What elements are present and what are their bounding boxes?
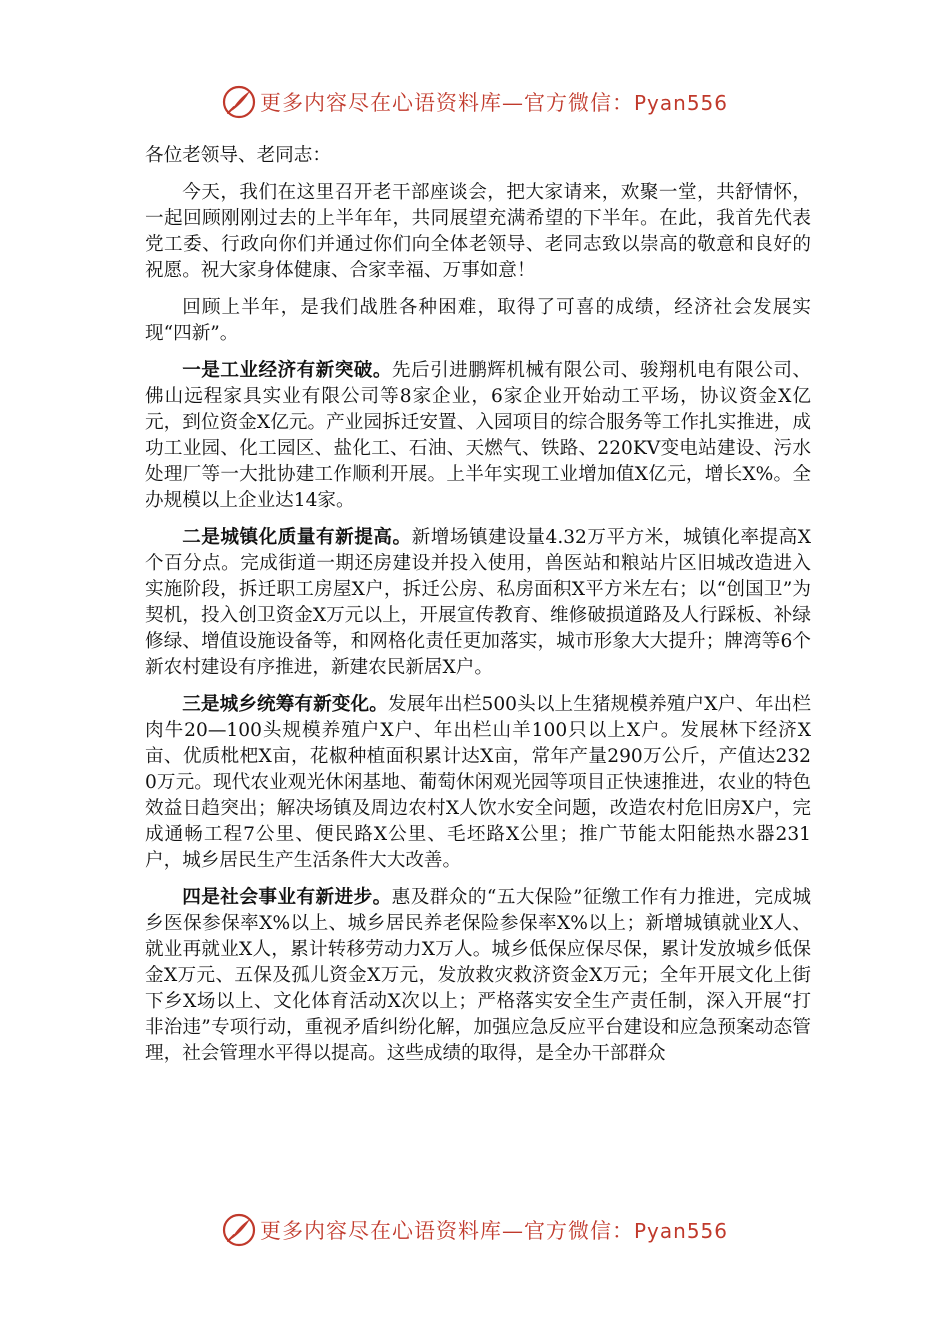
section-urban-rural	[145, 692, 811, 874]
section-social-body: 惠及群众的“五大保险”征缴工作有力推进，完成城乡医保参保率X%以上、城乡居民养老保险参保率X%以上；新增城镇就业X人、就业再就业X人，累计转移劳动力X万人。城乡低保应保尽保，累计发放城乡低保金X万元、五保及孤儿资金X万元，发放救灾救济资金X万元；全年开展文化上街下乡X场以上、文化体育活动X次以上；严格落实安全生产责任制，深入开展“打非治违”专项行动，重视矛盾纠纷化解，加强应急反应平台建设和应急预案动态管理，社会管理水平得以提高。这些成绩的取得，是全办干部群众	[145, 887, 811, 1064]
footer-banner	[0, 1208, 950, 1252]
section-social	[145, 885, 811, 1067]
quill-logo-icon	[222, 1213, 256, 1247]
section-industry	[145, 358, 811, 514]
section-urbanization-heading: 二是城镇化质量有新提高。	[182, 527, 412, 548]
quill-logo-icon	[222, 85, 256, 119]
section-urbanization-body: 新增场镇建设量4.32万平方米，城镇化率提高X个百分点。完成街道一期还房建设并投入使用，兽医站和粮站片区旧城改造进入实施阶段，拆迁职工房屋X户，拆迁公房、私房面积X平方米左右；以“创国卫”为契机，投入创卫资金X万元以上，开展宣传教育、维修破损道路及人行踩板、补绿修绿、增值设施设备等，和网格化责任更加落实，城市形象大大提升；牌湾等6个新农村建设有序推进，新建农民新居X户。	[145, 527, 811, 678]
section-urban-rural-heading: 三是城乡统筹有新变化。	[182, 694, 388, 715]
wechat-id: Pyan556	[633, 91, 728, 115]
paragraph-review: 回顾上半年，是我们战胜各种困难，取得了可喜的成绩，经济社会发展实现“四新”。	[145, 297, 811, 344]
section-urban-rural-body: 发展年出栏500头以上生猪规模养殖户X户、年出栏肉牛20—100头规模养殖户X户、年出栏山羊100只以上X户。发展林下经济X亩、优质枇杷X亩，花椒种植面积累计达X亩，常年产量290万公斤，产值达2320万元。现代农业观光休闲基地、葡萄休闲观光园等项目正快速推进，农业的特色效益日趋突出；解决场镇及周边农村X人饮水安全问题，改造农村危旧房X户，完成通畅工程7公里、便民路X公里、毛坯路X公里；推广节能太阳能热水器231户，城乡居民生产生活条件大大改善。	[145, 694, 811, 871]
header-banner	[0, 80, 950, 124]
section-social-heading: 四是社会事业有新进步。	[182, 887, 392, 908]
greeting: 各位老领导、老同志：	[145, 145, 331, 166]
banner-text: 更多内容尽在心语资料库—官方微信：Pyan556	[259, 1219, 728, 1243]
section-urbanization	[145, 525, 811, 681]
wechat-id: Pyan556	[633, 1219, 728, 1243]
paragraph-intro: 今天，我们在这里召开老干部座谈会，把大家请来，欢聚一堂，共舒情怀，一起回顾刚刚过去的上半年年，共同展望充满希望的下半年。在此，我首先代表党工委、行政向你们并通过你们向全体老领导、老同志致以崇高的敬意和良好的祝愿。祝大家身体健康、合家幸福、万事如意！	[145, 182, 811, 281]
banner-text: 更多内容尽在心语资料库—官方微信：Pyan556	[259, 91, 728, 115]
section-industry-heading: 一是工业经济有新突破。	[182, 360, 392, 381]
section-industry-body: 先后引进鹏辉机械有限公司、骏翔机电有限公司、佛山远程家具实业有限公司等8家企业，6家企业开始动工平场，协议资金X亿元，到位资金X亿元。产业园拆迁安置、入园项目的综合服务等工作扎实推进，成功工业园、化工园区、盐化工、石油、天燃气、铁路、220KV变电站建设、污水处理厂等一大批协建工作顺利开展。上半年实现工业增加值X亿元，增长X%。全办规模以上企业达14家。	[145, 360, 811, 511]
document-body	[145, 143, 811, 1067]
